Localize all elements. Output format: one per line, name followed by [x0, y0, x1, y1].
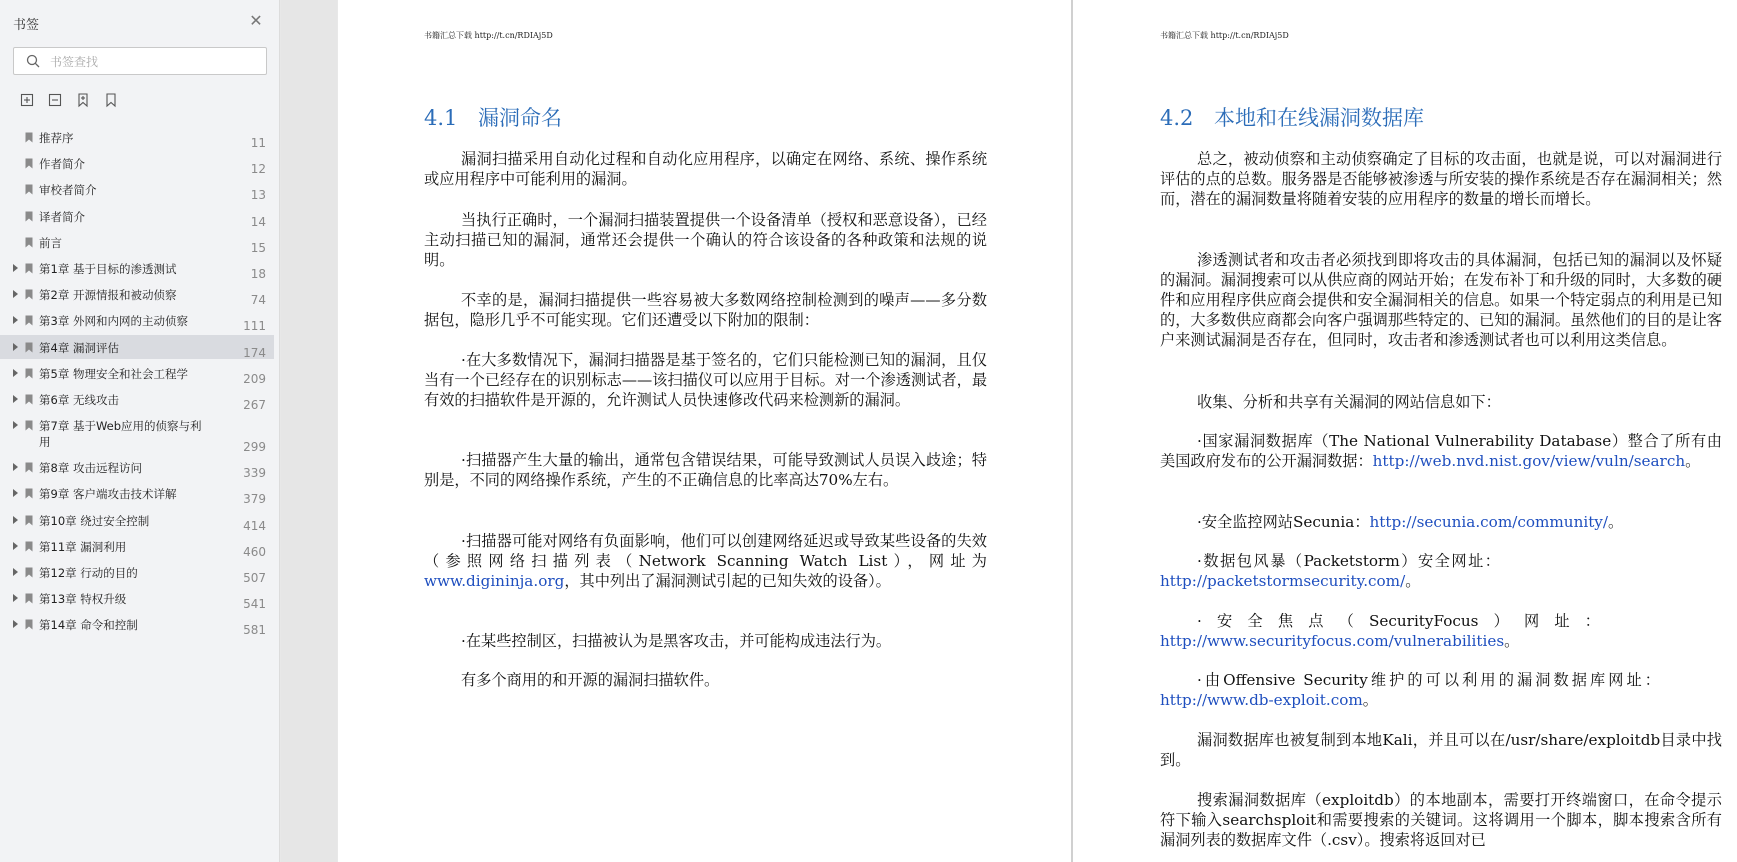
bullet-paragraph: ·在大多数情况下，漏洞扫描器是基于签名的，它们只能检测已知的漏洞，且仅当有一个已经存在的识别标志——该扫描仪可以应用于目标。对一个渗透测试者，最有效的扫描软件是开源的，允许测试人员快速修改代码来检测新的漏洞。 — [424, 351, 987, 409]
expand-arrow-icon[interactable] — [13, 463, 18, 471]
expand-arrow-icon[interactable] — [13, 395, 18, 403]
bullet-paragraph — [1160, 512, 1722, 532]
bookmark-page-number: 299 — [243, 440, 266, 455]
bookmark-icon — [25, 488, 33, 499]
packetstorm-link[interactable]: http://packetstormsecurity.com/ — [1160, 572, 1406, 590]
bookmark-icon — [25, 289, 33, 300]
close-icon[interactable]: ✕ — [249, 11, 263, 30]
bookmark-item[interactable] — [0, 361, 274, 385]
bookmark-label: 第7章 基于Web应用的侦察与利用 — [39, 419, 202, 450]
bookmark-page-number: 541 — [243, 597, 266, 612]
nvd-link[interactable]: http://web.nvd.nist.gov/view/vuln/search — [1372, 452, 1686, 470]
document-page-left — [338, 0, 1071, 862]
bookmark-search-box[interactable] — [13, 47, 267, 75]
bookmark-page-number: 379 — [243, 492, 266, 507]
bookmark-icon — [25, 394, 33, 405]
bookmark-item[interactable] — [0, 534, 274, 558]
text-span: ·安全监控网站Secunia： — [1197, 513, 1370, 531]
bookmark-page-number: 15 — [250, 240, 266, 255]
bookmark-label: 第1章 基于目标的渗透测试 — [39, 262, 177, 276]
bookmark-icon[interactable] — [103, 92, 119, 108]
bookmark-item[interactable] — [0, 612, 274, 636]
section-heading — [1160, 102, 1424, 132]
expand-arrow-icon[interactable] — [13, 594, 18, 602]
bookmark-label: 第12章 行动的目的 — [39, 566, 138, 580]
paragraph: 总之，被动侦察和主动侦察确定了目标的攻击面，也就是说，可以对漏洞进行评估的点的总数。服务器是否能够被渗透与所安装的操作系统是否存在漏洞相关；然而，潜在的漏洞数量将随着安装的应用程序的数量的增长而增长。 — [1160, 150, 1722, 208]
sidebar-title: 书签 — [13, 18, 40, 33]
bookmark-item[interactable] — [0, 481, 274, 505]
collapse-all-icon[interactable] — [47, 92, 63, 108]
add-bookmark-icon[interactable] — [75, 92, 91, 108]
bookmark-icon — [25, 462, 33, 473]
bookmark-icon — [25, 515, 33, 526]
bookmark-label: 推荐序 — [39, 131, 74, 145]
bookmark-label: 审校者简介 — [39, 183, 97, 198]
bookmark-item[interactable] — [0, 308, 274, 332]
bookmark-sidebar — [0, 0, 280, 862]
bookmark-page-number: 267 — [243, 398, 266, 412]
bookmark-page-number: 13 — [250, 188, 266, 203]
document-page-right — [1073, 0, 1737, 862]
bookmark-page-number: 74 — [250, 293, 266, 308]
section-heading — [424, 102, 562, 132]
bookmark-icon — [25, 132, 33, 143]
paragraph: 渗透测试者和攻击者必须找到即将攻击的具体漏洞，包括已知的漏洞以及怀疑的漏洞。漏洞搜索可以从供应商的网站开始；在发布补丁和升级的同时，大多数的硬件和应用程序供应商会提供和安全漏洞相关的信息。如果一个特定弱点的利用是已知的，大多数供应商都会向客户强调那些特定的、已知的漏洞。虽然他们的目的是让客户来测试漏洞是否存在，但同时，攻击者和渗透测试者也可以利用这类信息。 — [1160, 251, 1722, 349]
bookmark-label: 第11章 漏洞利用 — [39, 539, 127, 554]
expand-all-icon[interactable] — [19, 92, 35, 108]
bookmark-page-number: 339 — [243, 466, 266, 481]
text-span: ·数据包风暴（Packetstorm）安全网址： — [1197, 552, 1500, 570]
bookmark-item[interactable] — [0, 586, 274, 610]
db-exploit-link[interactable]: http://www.db-exploit.com — [1160, 691, 1363, 709]
bookmark-item[interactable] — [0, 560, 274, 584]
bookmark-label: 第14章 命令和控制 — [39, 618, 138, 633]
bookmark-page-number: 18 — [250, 267, 266, 281]
text-span: 。 — [1362, 691, 1378, 709]
section-title: 本地和在线漏洞数据库 — [1214, 106, 1424, 130]
bullet-paragraph — [1160, 551, 1500, 591]
bullet-paragraph: ·在某些控制区，扫描被认为是黑客攻击，并可能构成违法行为。 — [461, 632, 892, 650]
bullet-paragraph: ·扫描器产生大量的输出，通常包含错误结果，可能导致测试人员误入歧途；特别是，不同的网络操作系统，产生的不正确信息的比率高达70%左右。 — [424, 451, 987, 489]
bullet-paragraph — [1160, 611, 1600, 651]
bookmark-label: 第13章 特权升级 — [39, 592, 127, 607]
bookmark-label: 第2章 开源情报和被动侦察 — [39, 288, 177, 303]
text-span: ·扫描器可能对网络有负面影响，他们可以创建网络延迟或导致某些设备的失效（参照网络扫描列表（Network Scanning Watch List），网址为 — [424, 532, 987, 570]
bookmark-item[interactable] — [0, 335, 274, 359]
bookmark-item[interactable] — [0, 230, 274, 254]
bookmark-label: 第10章 绕过安全控制 — [39, 513, 150, 528]
bookmark-page-number: 507 — [243, 571, 266, 585]
paragraph: 漏洞扫描采用自动化过程和自动化应用程序，以确定在网络、系统、操作系统或应用程序中可能利用的漏洞。 — [424, 150, 987, 188]
text-span: 。 — [1685, 452, 1701, 470]
bookmark-item[interactable] — [0, 455, 274, 479]
paragraph: 有多个商用的和开源的漏洞扫描软件。 — [461, 671, 720, 689]
bookmark-item[interactable] — [0, 282, 274, 306]
bullet-paragraph — [1160, 670, 1660, 710]
section-title: 漏洞命名 — [478, 106, 562, 130]
text-span: 。 — [1608, 513, 1624, 531]
text-span: 。 — [1405, 572, 1421, 590]
bookmark-page-number: 12 — [250, 162, 266, 177]
bookmark-item[interactable] — [0, 508, 274, 532]
bookmark-search-input[interactable] — [48, 51, 262, 73]
bookmark-label: 作者简介 — [39, 157, 85, 172]
secunia-link[interactable]: http://secunia.com/community/ — [1369, 513, 1609, 531]
expand-arrow-icon[interactable] — [13, 489, 18, 497]
text-span: ，其中列出了漏洞测试引起的已知失效的设备）。 — [564, 572, 891, 590]
bookmark-icon — [25, 567, 33, 578]
section-number: 4.2 — [1160, 106, 1194, 130]
text-span: ·安全焦点（SecurityFocus）网址： — [1197, 612, 1600, 630]
expand-arrow-icon[interactable] — [13, 568, 18, 576]
bookmark-icon — [25, 619, 33, 630]
bookmark-icon — [25, 158, 33, 169]
expand-arrow-icon[interactable] — [13, 290, 18, 298]
bookmark-label: 第8章 攻击远程访问 — [39, 461, 142, 476]
bookmark-icon — [25, 211, 33, 222]
bookmark-page-number: 14 — [250, 214, 266, 229]
bookmark-page-number: 581 — [243, 623, 266, 638]
bookmark-icon — [25, 420, 33, 431]
section-number: 4.1 — [424, 106, 458, 130]
bookmark-item[interactable] — [0, 204, 274, 228]
sidebar-gutter — [281, 0, 337, 862]
bookmark-icon — [25, 541, 33, 552]
expand-arrow-icon[interactable] — [13, 343, 18, 351]
text-span: ·由Offensive Security维护的可以利用的漏洞数据库网址： — [1197, 671, 1660, 689]
bullet-paragraph — [1160, 431, 1722, 471]
bookmark-icon — [25, 342, 33, 353]
text-span: ·国家漏洞数据库（The National Vulnerability Database）整合了所有由美国政府发布的公开漏洞数据： — [1160, 432, 1722, 470]
bookmark-page-number: 174 — [243, 345, 266, 360]
page-header-note: 书籍汇总下载 http://t.cn/RDIAj5D — [424, 31, 553, 40]
expand-arrow-icon[interactable] — [13, 421, 18, 429]
bookmark-icon — [25, 263, 33, 274]
bookmark-page-number: 209 — [243, 371, 266, 386]
bullet-paragraph — [424, 531, 987, 591]
bookmark-label: 第6章 无线攻击 — [39, 393, 119, 407]
search-icon — [26, 54, 40, 68]
expand-arrow-icon[interactable] — [13, 316, 18, 324]
paragraph: 搜索漏洞数据库（exploitdb）的本地副本，需要打开终端窗口，在命令提示符下输入searchsploit和需要搜索的关键词。这将调用一个脚本，脚本搜索含所有漏洞列表的数据库文件（.csv）。搜索将返回对已 — [1160, 791, 1722, 849]
bookmark-label: 译者简介 — [39, 209, 85, 224]
bookmark-label: 第3章 外网和内网的主动侦察 — [39, 314, 188, 329]
expand-arrow-icon[interactable] — [13, 516, 18, 524]
bookmark-label: 第5章 物理安全和社会工程学 — [39, 366, 188, 381]
expand-arrow-icon[interactable] — [13, 264, 18, 272]
paragraph: 不幸的是，漏洞扫描提供一些容易被大多数网络控制检测到的噪声——多分数据包，隐形几乎不可能实现。它们还遭受以下附加的限制： — [424, 291, 987, 329]
bookmark-icon — [25, 593, 33, 604]
bookmark-item[interactable] — [0, 151, 274, 175]
expand-arrow-icon[interactable] — [13, 369, 18, 377]
bookmark-item[interactable] — [0, 177, 274, 201]
page-header-note: 书籍汇总下载 http://t.cn/RDIAj5D — [1160, 31, 1289, 40]
bookmark-icon — [25, 315, 33, 326]
paragraph: 当执行正确时，一个漏洞扫描装置提供一个设备清单（授权和恶意设备），已经主动扫描已知的漏洞，通常还会提供一个确认的符合该设备的各种政策和法规的说明。 — [424, 211, 987, 269]
expand-arrow-icon[interactable] — [13, 620, 18, 628]
text-span: 。 — [1504, 632, 1520, 650]
bookmark-item[interactable] — [0, 256, 274, 280]
bookmark-page-number: 460 — [243, 544, 266, 559]
bookmark-icon — [25, 368, 33, 379]
bookmark-page-number: 111 — [243, 319, 266, 334]
bookmark-item[interactable] — [0, 387, 274, 411]
expand-arrow-icon[interactable] — [13, 542, 18, 550]
securityfocus-link[interactable]: http://www.securityfocus.com/vulnerabilities — [1160, 632, 1505, 650]
bookmark-item[interactable] — [0, 413, 274, 455]
bookmark-label: 第4章 漏洞评估 — [39, 340, 119, 355]
digininja-link[interactable]: www.digininja.org — [424, 572, 565, 590]
bookmark-icon — [25, 184, 33, 195]
bookmark-page-number: 414 — [243, 518, 266, 533]
bookmark-page-number: 11 — [250, 136, 266, 150]
paragraph: 收集、分析和共享有关漏洞的网站信息如下： — [1197, 393, 1501, 411]
bookmark-label: 第9章 客户端攻击技术详解 — [39, 487, 177, 502]
paragraph: 漏洞数据库也被复制到本地Kali，并且可以在/usr/share/exploitdb目录中找到。 — [1160, 731, 1722, 769]
bookmark-label: 前言 — [39, 235, 62, 250]
bookmark-item[interactable] — [0, 125, 274, 149]
bookmark-icon — [25, 237, 33, 248]
